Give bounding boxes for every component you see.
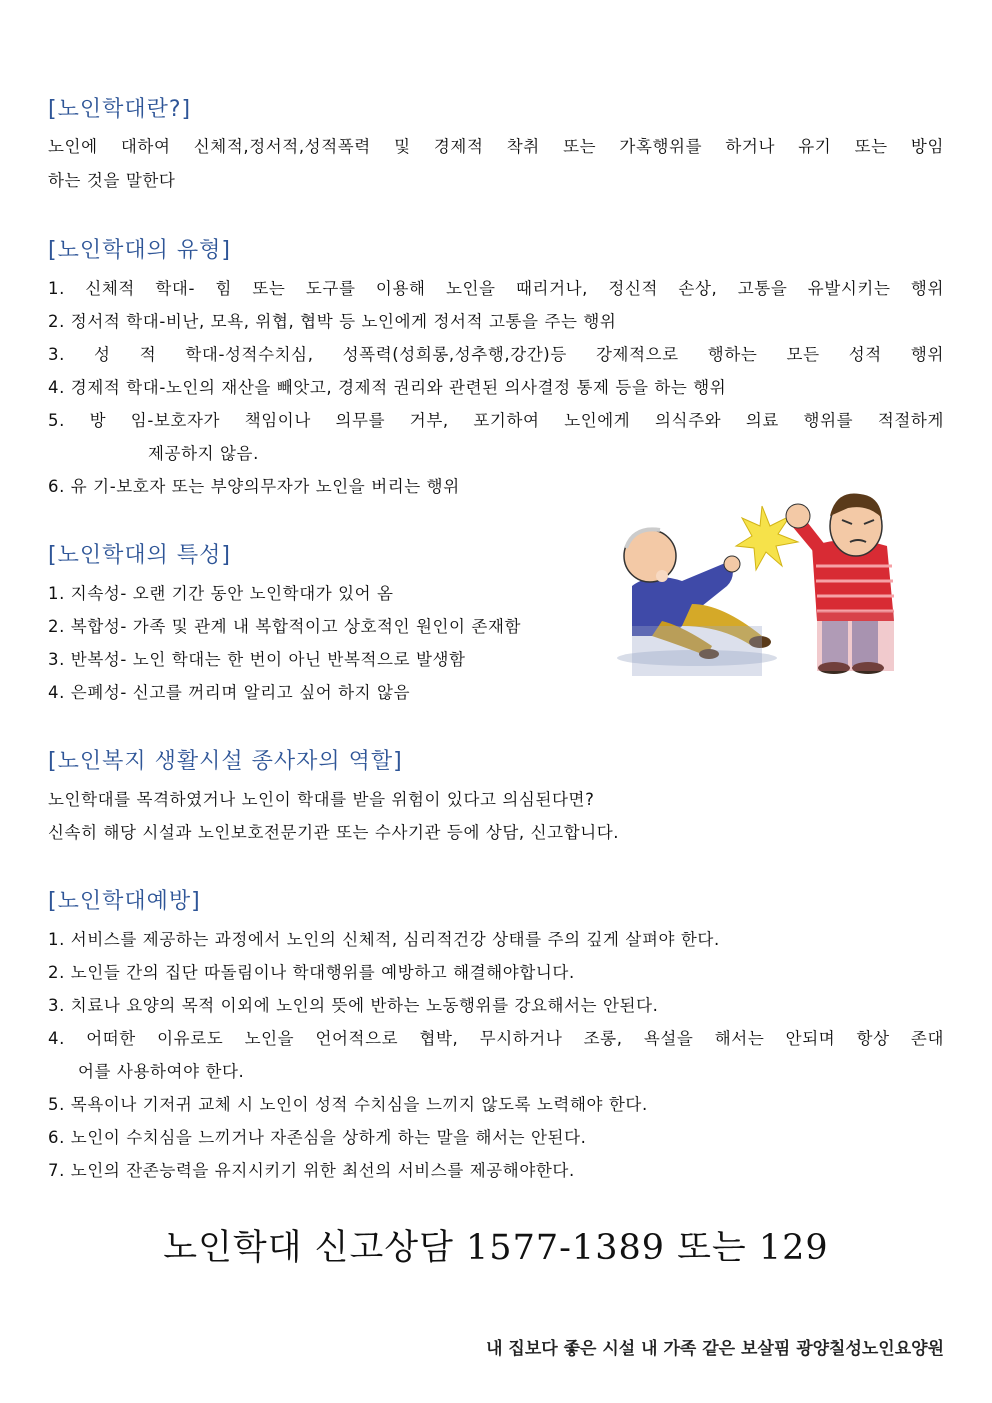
prevention-item: 5. 목욕이나 기저귀 교체 시 노인이 성적 수치심을 느끼지 않도록 노력해야 한다. xyxy=(48,1095,648,1114)
type-item: 3. 성 적 학대-성적수치심, 성폭력(성희롱,성추행,강간)등 강제적으로 행하는 모든 성적 행위 xyxy=(48,345,944,364)
prevention-item: 1. 서비스를 제공하는 과정에서 노인의 신체적, 심리적건강 상태를 주의 깊게 살펴야 한다. xyxy=(48,930,720,949)
staff-role-line: 신속히 해당 시설과 노인보호전문기관 또는 수사기관 등에 상담, 신고합니다. xyxy=(48,823,620,842)
abuse-illustration xyxy=(612,486,910,858)
section-heading-types: [노인학대의 유형] xyxy=(48,238,231,263)
characteristic-item: 2. 복합성- 가족 및 관계 내 복합적이고 상호적인 원인이 존재함 xyxy=(48,617,522,636)
section-heading-characteristics: [노인학대의 특성] xyxy=(48,543,231,568)
hotline-banner: 노인학대 신고상담 1577-1389 또는 129 xyxy=(163,1228,829,1268)
section-heading-prevention: [노인학대예방] xyxy=(48,889,201,914)
section-heading-definition: [노인학대란?] xyxy=(48,97,192,122)
type-item: 2. 정서적 학대-비난, 모욕, 위협, 협박 등 노인에게 정서적 고통을 주는 행위 xyxy=(48,312,617,331)
type-item-continuation: 제공하지 않음. xyxy=(148,444,259,463)
footer-slogan: 내 집보다 좋은 시설 내 가족 같은 보살핌 광양칠성노인요양원 xyxy=(486,1339,944,1359)
characteristic-item: 1. 지속성- 오랜 기간 동안 노인학대가 있어 옴 xyxy=(48,584,394,603)
characteristic-item: 3. 반복성- 노인 학대는 한 번이 아닌 반복적으로 발생함 xyxy=(48,650,466,669)
prevention-item: 6. 노인이 수치심을 느끼거나 자존심을 상하게 하는 말을 해서는 안된다. xyxy=(48,1128,587,1147)
definition-line: 하는 것을 말한다 xyxy=(48,171,176,190)
section-heading-staff-role: [노인복지 생활시설 종사자의 역할] xyxy=(48,749,403,774)
type-item: 5. 방 임-보호자가 책임이나 의무를 거부, 포기하여 노인에게 의식주와 의료 행위를 적절하게 xyxy=(48,411,944,430)
definition-line: 노인에 대하여 신체적,정서적,성적폭력 및 경제적 착취 또는 가혹행위를 하거나 유기 또는 방임 xyxy=(48,137,944,156)
type-item: 1. 신체적 학대- 힘 또는 도구를 이용해 노인을 때리거나, 정신적 손상, 고통을 유발시키는 행위 xyxy=(48,279,944,298)
prevention-item: 7. 노인의 잔존능력을 유지시키기 위한 최선의 서비스를 제공해야한다. xyxy=(48,1161,575,1180)
prevention-item: 4. 어떠한 이유로도 노인을 언어적으로 협박, 무시하거나 조롱, 욕설을 해서는 안되며 항상 존대 xyxy=(48,1029,944,1048)
characteristic-item: 4. 은폐성- 신고를 꺼리며 알리고 싶어 하지 않음 xyxy=(48,683,411,702)
prevention-item: 2. 노인들 간의 집단 따돌림이나 학대행위를 예방하고 해결해야합니다. xyxy=(48,963,575,982)
prevention-item: 3. 치료나 요양의 목적 이외에 노인의 뜻에 반하는 노동행위를 강요해서는 안된다. xyxy=(48,996,659,1015)
type-item: 4. 경제적 학대-노인의 재산을 빼앗고, 경제적 권리와 관련된 의사결정 통제 등을 하는 행위 xyxy=(48,378,727,397)
type-item: 6. 유 기-보호자 또는 부양의무자가 노인을 버리는 행위 xyxy=(48,477,460,496)
staff-role-line: 노인학대를 목격하였거나 노인이 학대를 받을 위험이 있다고 의심된다면? xyxy=(48,790,595,809)
prevention-item-continuation: 어를 사용하여야 한다. xyxy=(78,1062,245,1081)
